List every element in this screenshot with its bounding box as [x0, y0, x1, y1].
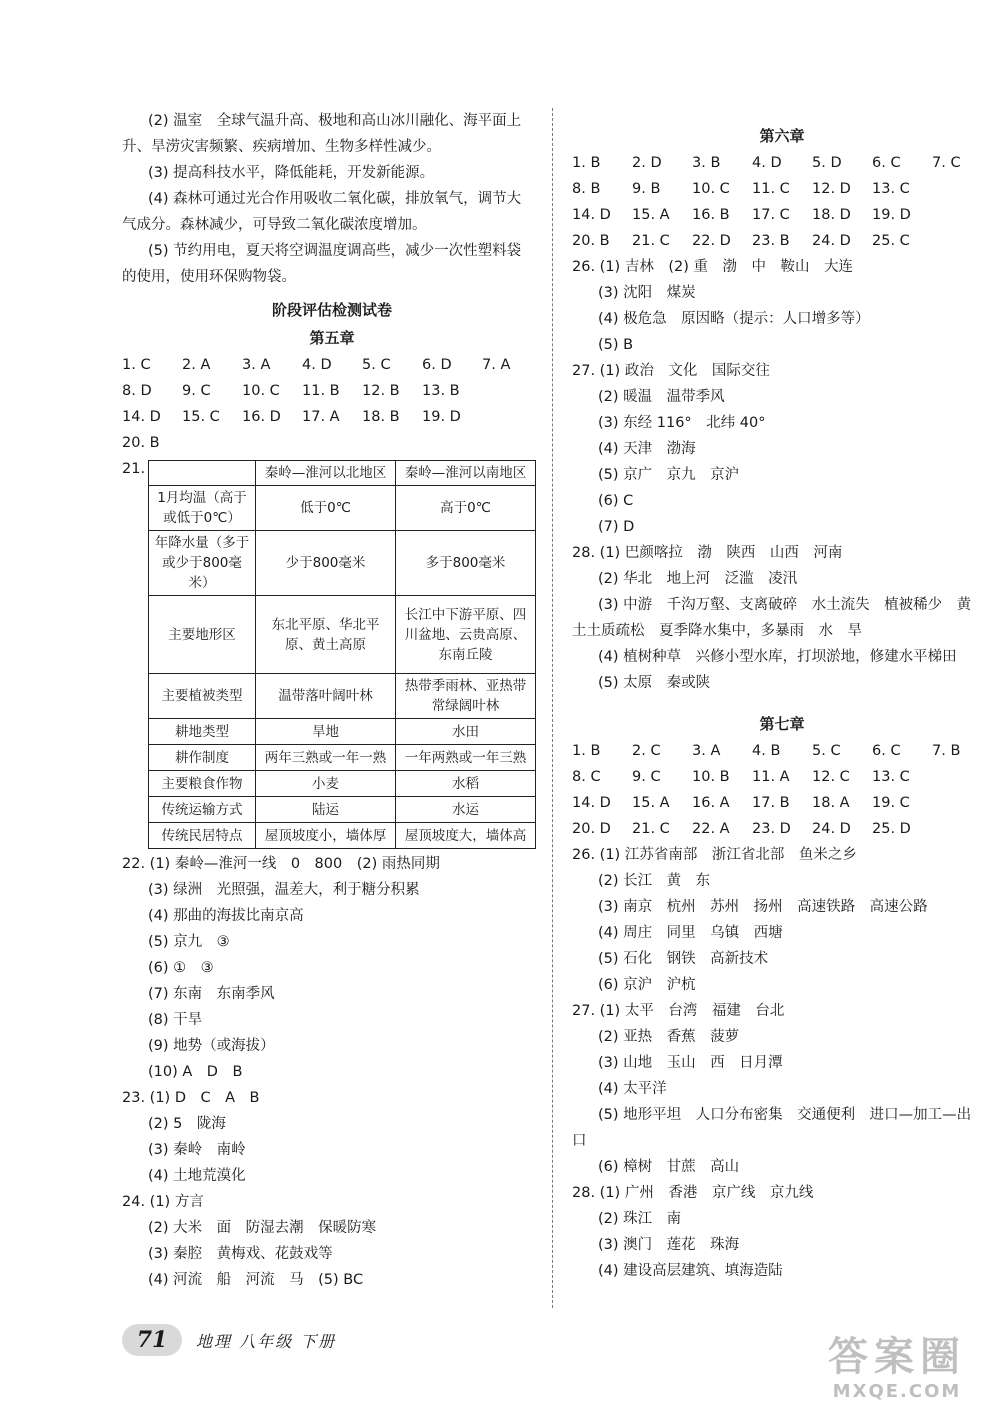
table-row: [149, 745, 536, 771]
answer-line: (5) 京广 京九 京沪: [598, 467, 740, 483]
table-cell: 多于800毫米: [396, 531, 536, 596]
table-row: [149, 719, 536, 745]
mc-answer: 3. A: [242, 357, 271, 373]
answer-line: (4) 植树种草 兴修小型水库，打坝淤地，修建水平梯田: [598, 649, 957, 665]
comparison-table: [148, 460, 536, 849]
mc-answer: 3. A: [692, 743, 721, 759]
mc-answer: 14. D: [122, 409, 161, 425]
mc-answer: 25. D: [872, 821, 911, 837]
table-cell: 主要粮食作物: [149, 771, 256, 797]
mc-answer: 12. B: [362, 383, 400, 399]
mc-answer: 17. C: [752, 207, 790, 223]
table-cell: 耕作制度: [149, 745, 256, 771]
answer-line: (4) 周庄 同里 乌镇 西塘: [598, 925, 783, 941]
mc-answer: 2. D: [632, 155, 662, 171]
table-cell: 屋顶坡度小，墙体厚: [256, 823, 396, 849]
table-cell: 小麦: [256, 771, 396, 797]
mc-answer: 16. B: [692, 207, 730, 223]
answer-line: (3) 南京 杭州 苏州 扬州 高速铁路 高速公路: [598, 899, 928, 915]
table-cell: 传统运输方式: [149, 797, 256, 823]
table-cell: 传统民居特点: [149, 823, 256, 849]
mc-answer: 18. B: [362, 409, 400, 425]
answer-line: (4) 太平洋: [598, 1081, 667, 1097]
section-title: 阶段评估检测试卷: [271, 301, 392, 319]
column-divider: [552, 108, 553, 1308]
answer-line: (3) 中游 千沟万壑、支离破碎 水土流失 植被稀少 黄: [598, 597, 972, 613]
answer-line: (9) 地势（或海拔）: [148, 1038, 275, 1054]
mc-answer: 14. D: [572, 207, 611, 223]
answer-line: 28. (1) 巴颜喀拉 渤 陕西 山西 河南: [572, 545, 843, 561]
mc-answer: 11. B: [302, 383, 340, 399]
mc-answer: 1. B: [572, 743, 601, 759]
answer-line: 28. (1) 广州 香港 京广线 京九线: [572, 1185, 814, 1201]
table-row: [149, 823, 536, 849]
page-footer: [122, 1324, 336, 1356]
answer-line: (8) 干旱: [148, 1012, 203, 1028]
answer-line: (2) 5 陇海: [148, 1116, 226, 1132]
table-row: [149, 771, 536, 797]
answer-line: (2) 大米 面 防湿去潮 保暖防寒: [148, 1220, 377, 1236]
answer-line: (3) 山地 玉山 西 日月潭: [598, 1055, 783, 1071]
table-row: [149, 797, 536, 823]
mc-answer: 11. C: [752, 181, 790, 197]
table-cell: 低于0℃: [256, 486, 396, 531]
subject-label: 地理 八年级 下册: [196, 1331, 337, 1351]
chapter6-answers: [572, 254, 992, 696]
answer-line: 升、旱涝灾害频繁、疾病增加、生物多样性减少。: [122, 139, 441, 155]
mc-answer: 17. B: [752, 795, 790, 811]
answer-line: (6) C: [598, 493, 634, 509]
table-cell: 陆运: [256, 797, 396, 823]
mc-answer: 17. A: [302, 409, 340, 425]
mc-answer: 20. B: [572, 233, 610, 249]
mc-answer: 9. C: [182, 383, 211, 399]
mc-answer: 24. D: [812, 233, 851, 249]
mc-row: [572, 738, 992, 764]
table-cell: 主要地形区: [149, 596, 256, 674]
mc-answer: 21. C: [632, 233, 670, 249]
answer-line: (2) 亚热 香蕉 菠萝: [598, 1029, 740, 1045]
chapter5-title: 第五章: [309, 329, 355, 347]
answer-line: (6) 樟树 甘蔗 高山: [598, 1159, 740, 1175]
mc-answer: 25. C: [872, 233, 910, 249]
answer-line: (5) 地形平坦 人口分布密集 交通便利 进口—加工—出: [598, 1107, 972, 1123]
left-answers: [122, 851, 542, 1293]
answer-line: (4) 天津 渤海: [598, 441, 696, 457]
mc-answer: 22. A: [692, 821, 730, 837]
mc-row: [122, 378, 542, 404]
answer-line: 口: [572, 1133, 587, 1149]
table-cell: 温带落叶阔叶林: [256, 674, 396, 719]
answer-line: (3) 东经 116° 北纬 40°: [598, 415, 766, 431]
answer-line: (5) B: [598, 337, 634, 353]
mc-answer: 18. A: [812, 795, 850, 811]
answer-line: 气成分。森林减少，可导致二氧化碳浓度增加。: [122, 217, 427, 233]
mc-answer: 10. B: [692, 769, 730, 785]
right-column: [572, 108, 992, 1284]
intro-answers: [122, 108, 542, 290]
mc-answer: 18. D: [812, 207, 851, 223]
mc-answer: 4. B: [752, 743, 781, 759]
mc-row: [572, 764, 992, 790]
mc-answer: 15. C: [182, 409, 220, 425]
mc-row: [122, 404, 542, 430]
answer-line: (3) 提高科技水平，降低能耗，开发新能源。: [148, 165, 435, 181]
table-row: [149, 674, 536, 719]
table-cell: 长江中下游平原、四川盆地、云贵高原、东南丘陵: [396, 596, 536, 674]
answer-line: 土土质疏松 夏季降水集中，多暴雨 水 旱: [572, 623, 862, 639]
table-cell: 年降水量（多于或少于800毫米）: [149, 531, 256, 596]
table-cell: 水运: [396, 797, 536, 823]
answer-line: (2) 长江 黄 东: [598, 873, 711, 889]
answer-line: (4) 河流 船 河流 马 (5) BC: [148, 1272, 364, 1288]
table-row: [149, 531, 536, 596]
answer-line: (6) 京沪 沪杭: [598, 977, 696, 993]
mc-answer: 8. D: [122, 383, 152, 399]
mc-answer: 10. C: [692, 181, 730, 197]
table-row: [149, 461, 536, 486]
mc-answer: 15. A: [632, 795, 670, 811]
watermark: [812, 1333, 982, 1413]
answer-line: (5) 节约用电，夏天将空调温度调高些，减少一次性塑料袋: [148, 243, 522, 259]
answer-line: 27. (1) 太平 台湾 福建 台北: [572, 1003, 785, 1019]
watermark-text: 答案圈: [828, 1334, 966, 1380]
mc-answer: 6. D: [422, 357, 452, 373]
table-cell: 秦岭—淮河以南地区: [396, 461, 536, 486]
answer-line: (4) 土地荒漠化: [148, 1168, 246, 1184]
mc-answer: 23. B: [752, 233, 790, 249]
mc-answer: 6. C: [872, 155, 901, 171]
mc-answer: 22. D: [692, 233, 731, 249]
mc-answer: 13. B: [422, 383, 460, 399]
mc-row: [572, 228, 992, 254]
table-cell: 耕地类型: [149, 719, 256, 745]
mc-answer: 16. A: [692, 795, 730, 811]
mc-answer: 12. C: [812, 769, 850, 785]
chapter7-mc: [572, 738, 992, 842]
mc-answer: 19. C: [872, 795, 910, 811]
mc-answer: 21. C: [632, 821, 670, 837]
mc-row: [572, 790, 992, 816]
table-row: [149, 596, 536, 674]
mc-answer: 8. C: [572, 769, 601, 785]
answer-line: (7) 东南 东南季风: [148, 986, 275, 1002]
answer-line: (10) A D B: [148, 1064, 243, 1080]
mc-answer: 1. B: [572, 155, 601, 171]
answer-line: (6) ① ③: [148, 960, 214, 976]
table-row: [149, 486, 536, 531]
table-cell: 高于0℃: [396, 486, 536, 531]
mc-answer: 20. B: [122, 435, 160, 451]
answer-line: 27. (1) 政治 文化 国际交往: [572, 363, 770, 379]
q21-block: 21. 秦岭—淮河以北地区 秦岭—淮河以南地区 1月均温（高于或低于0℃） 低于0℃ 高于0℃ 年降水量（多于或少于800毫米） 少于800毫米 多于800毫米 主要地形区 东北平原、华北平原、黄土高原 长江中下游平原、四川盆地、云贵高原、东南丘陵 主要植被类型 温带落叶阔叶林 热带季雨林、亚热带常绿阔叶林 耕地类型 旱地 水田 耕作制度 两年三熟或一年一熟 一年两熟或一年三熟 主要粮食作物 小麦 水稻 传统运输方式 陆运 水运 传统民居特点 屋顶坡度小，墙体厚 屋顶坡度大，墙体高: [122, 456, 542, 849]
answer-line: (7) D: [598, 519, 635, 535]
mc-answer: 2. A: [182, 357, 211, 373]
left-column: [122, 108, 542, 1293]
mc-answer: 12. D: [812, 181, 851, 197]
table-cell: 一年两熟或一年三熟: [396, 745, 536, 771]
answer-line: (4) 极危急 原因略（提示：人口增多等）: [598, 311, 870, 327]
answer-line: (3) 秦岭 南岭: [148, 1142, 246, 1158]
table-cell: 秦岭—淮河以北地区: [256, 461, 396, 486]
mc-answer: 2. C: [632, 743, 661, 759]
mc-answer: 1. C: [122, 357, 151, 373]
mc-answer: 7. A: [482, 357, 511, 373]
answer-line: (2) 华北 地上河 泛滥 凌汛: [598, 571, 798, 587]
answer-line: 24. (1) 方言: [122, 1194, 204, 1210]
mc-answer: 13. C: [872, 181, 910, 197]
mc-answer: 5. D: [812, 155, 842, 171]
mc-row: [572, 202, 992, 228]
mc-answer: 13. C: [872, 769, 910, 785]
mc-answer: 20. D: [572, 821, 611, 837]
table-cell: 少于800毫米: [256, 531, 396, 596]
mc-answer: 4. D: [752, 155, 782, 171]
mc-answer: 8. B: [572, 181, 601, 197]
table-cell: 水稻: [396, 771, 536, 797]
page-number: 71: [122, 1324, 182, 1356]
table-cell: 水田: [396, 719, 536, 745]
mc-answer: 11. A: [752, 769, 790, 785]
chapter6-title: 第六章: [759, 127, 805, 145]
answer-line: (4) 森林可通过光合作用吸收二氧化碳，排放氧气，调节大: [148, 191, 522, 207]
answer-line: (2) 珠江 南: [598, 1211, 682, 1227]
answer-line: (2) 温室 全球气温升高、极地和高山冰川融化、海平面上: [148, 113, 522, 129]
mc-answer: 14. D: [572, 795, 611, 811]
chapter7-answers: [572, 842, 992, 1284]
mc-answer: 16. D: [242, 409, 281, 425]
answer-line: (3) 澳门 莲花 珠海: [598, 1237, 740, 1253]
table-cell: 主要植被类型: [149, 674, 256, 719]
mc-answer: 10. C: [242, 383, 280, 399]
mc-row: [572, 176, 992, 202]
mc-answer: 9. B: [632, 181, 661, 197]
table-cell: 热带季雨林、亚热带常绿阔叶林: [396, 674, 536, 719]
answer-line: (5) 石化 钢铁 高新技术: [598, 951, 769, 967]
table-cell: 东北平原、华北平原、黄土高原: [256, 596, 396, 674]
mc-answer: 7. C: [932, 155, 961, 171]
answer-line: 的使用，使用环保购物袋。: [122, 269, 296, 285]
answer-line: 26. (1) 江苏省南部 浙江省北部 鱼米之乡: [572, 847, 857, 863]
table-cell: 1月均温（高于或低于0℃）: [149, 486, 256, 531]
mc-answer: 23. D: [752, 821, 791, 837]
answer-line: (5) 太原 秦或陕: [598, 675, 711, 691]
table-cell: [149, 461, 256, 486]
answer-line: (2) 暖温 温带季风: [598, 389, 725, 405]
mc-answer: 5. C: [812, 743, 841, 759]
answer-line: (3) 沈阳 煤炭: [598, 285, 696, 301]
mc-answer: 9. C: [632, 769, 661, 785]
answer-line: (4) 那曲的海拔比南京高: [148, 908, 304, 924]
mc-answer: 6. C: [872, 743, 901, 759]
mc-answer: 24. D: [812, 821, 851, 837]
mc-answer: 19. D: [872, 207, 911, 223]
table-cell: 两年三熟或一年一熟: [256, 745, 396, 771]
answer-line: 23. (1) D C A B: [122, 1090, 260, 1106]
answer-line: (5) 京九 ③: [148, 934, 230, 950]
mc-row: [572, 816, 992, 842]
chapter6-mc: [572, 150, 992, 254]
answer-line: (3) 绿洲 光照强，温差大，利于糖分积累: [148, 882, 420, 898]
answer-line: 26. (1) 吉林 (2) 重 渤 中 鞍山 大连: [572, 259, 853, 275]
answer-line: (4) 建设高层建筑、填海造陆: [598, 1263, 783, 1279]
mc-row: [122, 352, 542, 378]
mc-answer: 3. B: [692, 155, 721, 171]
mc-row: [122, 430, 542, 456]
table-cell: 屋顶坡度大，墙体高: [396, 823, 536, 849]
mc-answer: 15. A: [632, 207, 670, 223]
table-cell: 旱地: [256, 719, 396, 745]
mc-answer: 7. B: [932, 743, 961, 759]
answer-line: 22. (1) 秦岭—淮河一线 0 800 (2) 雨热同期: [122, 856, 440, 872]
mc-answer: 19. D: [422, 409, 461, 425]
chapter5-mc: [122, 352, 542, 456]
answer-line: (3) 秦腔 黄梅戏、花鼓戏等: [148, 1246, 333, 1262]
watermark-url: MXQE.COM: [832, 1381, 962, 1402]
mc-answer: 5. C: [362, 357, 391, 373]
chapter7-title: 第七章: [759, 715, 805, 733]
mc-answer: 4. D: [302, 357, 332, 373]
mc-row: [572, 150, 992, 176]
